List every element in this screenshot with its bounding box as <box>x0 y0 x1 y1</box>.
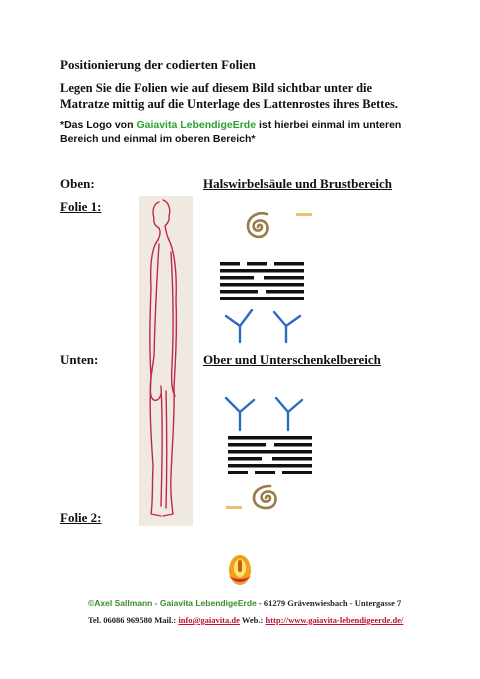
top-label: Oben: <box>60 176 95 191</box>
instruction-text: Legen Sie die Folien wie auf diesem Bild sichtbar unter die Matratze mittig auf die Unterlage des Lattenrostes ihres Bettes. <box>60 81 398 111</box>
footer-web-label: Web.: <box>239 615 266 625</box>
footer-web-link[interactable]: http://www.gaiavita-lebendigeerde.de/ <box>265 615 404 625</box>
note-prefix: *Das Logo von <box>60 119 137 131</box>
y-symbol-icon <box>270 394 306 432</box>
top-area-label: Halswirbelsäule und Brustbereich <box>203 176 393 191</box>
note-suffix: ist hierbei einmal im unteren Bereich und einmal im oberen Bereich* <box>60 119 402 145</box>
footer-line1 <box>88 598 401 608</box>
hexagram-icon <box>226 436 314 474</box>
bottom-label: Unten: <box>60 352 99 367</box>
logo-note <box>60 118 420 146</box>
hexagram-icon <box>218 262 306 300</box>
footer-line2 <box>88 615 403 625</box>
folie1-label: Folie 1: <box>60 199 102 214</box>
human-figure-icon <box>139 196 193 526</box>
footer-address: - 61279 Grävenwiesbach - Untergasse 7 <box>256 598 402 608</box>
gaiavita-logo-icon <box>226 552 254 588</box>
page-title: Positionierung der codierten Folien <box>60 57 256 72</box>
mini-logo-icon <box>296 213 312 216</box>
y-symbol-icon <box>222 394 258 432</box>
body-figure-panel <box>139 196 193 526</box>
footer-mail-link[interactable]: info@gaiavita.de <box>178 615 240 625</box>
y-symbol-icon <box>268 306 304 344</box>
folie2-label: Folie 2: <box>60 510 102 525</box>
bottom-area-label: Ober und Unterschenkelbereich <box>203 352 381 367</box>
note-brand: Gaiavita LebendigeErde <box>136 119 257 131</box>
spiral-icon <box>246 478 286 518</box>
spiral-icon <box>238 205 278 245</box>
y-symbol-icon <box>222 306 258 344</box>
footer-tel: Tel. 06086 969580 Mail.: <box>88 615 179 625</box>
mini-logo-icon <box>226 506 242 509</box>
footer-name: ©Axel Sallmann - Gaiavita LebendigeErde <box>88 598 257 608</box>
